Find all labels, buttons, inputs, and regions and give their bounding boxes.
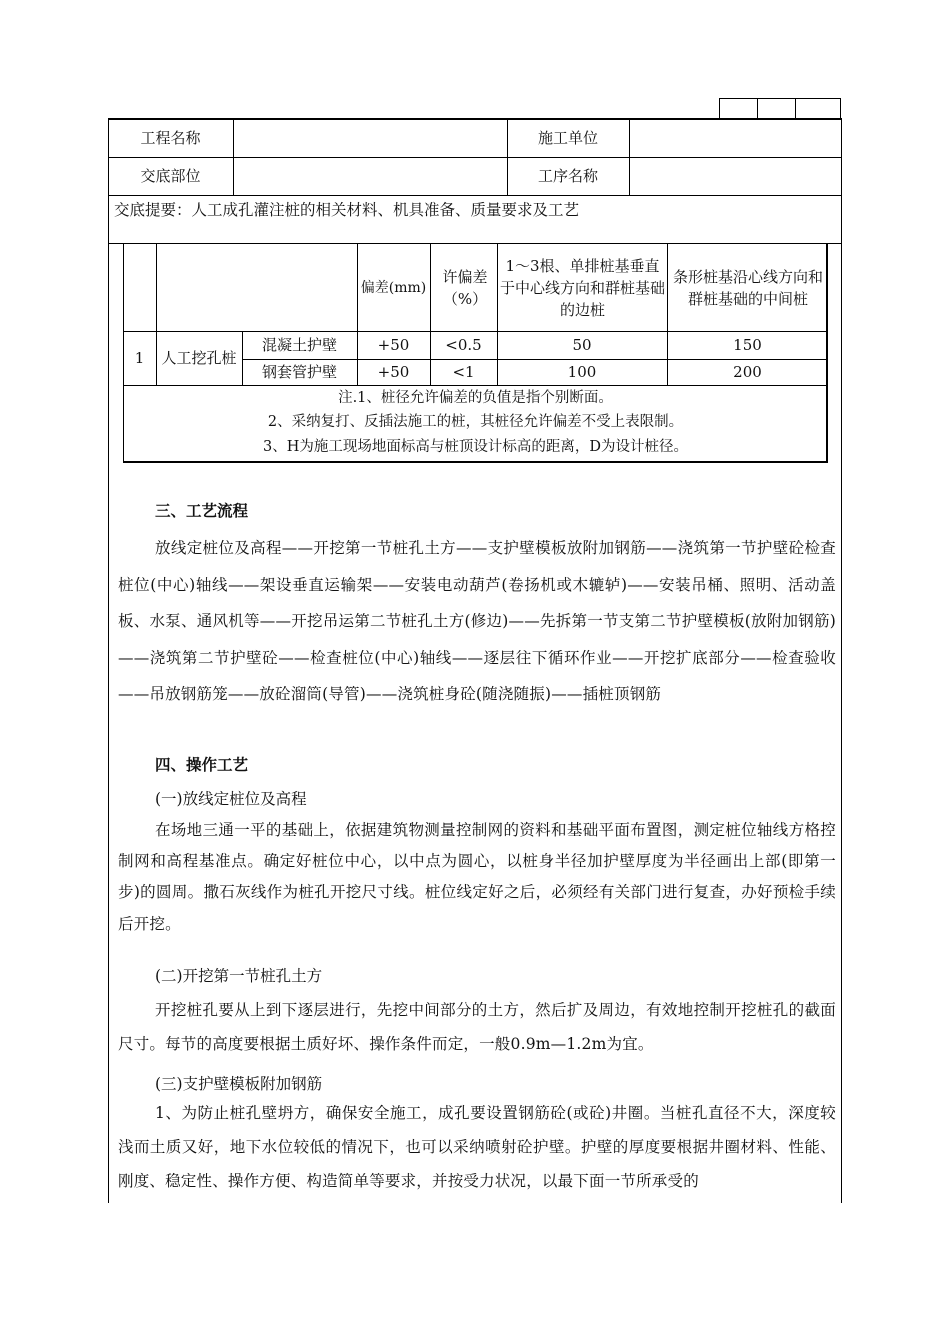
section4-title: 四、操作工艺	[155, 756, 249, 774]
handover-part-value	[233, 157, 507, 195]
process-name-label: 工序名称	[537, 167, 598, 185]
row1-deviation: +50	[377, 336, 410, 354]
sub3-text: 1、为防止桩孔壁坍方，确保安全施工，成孔要设置钢筋砼(或砼)井圈。当桩孔直径不大，深度较浅而土质又好，地下水位较低的情况下，也可以采纳喷射砼护壁。护壁的厚度要根据井圈材料、性能、刚度、稳定性、操作方便、构造简单等要求，并按受力状况，以最下面一节所承受的	[118, 1104, 836, 1190]
header-edge-piles: 1～3根、单排桩基垂直于中心线方向和群桩基础的边桩	[499, 256, 665, 319]
construction-unit-value	[629, 119, 842, 157]
construction-unit-label: 施工单位	[537, 129, 598, 147]
project-name-value	[233, 119, 507, 157]
header-middle-piles: 条形桩基沿心线方向和群桩基础的中间桩	[672, 267, 823, 308]
section3-text: 放线定桩位及高程——开挖第一节桩孔土方——支护壁模板放附加钢筋——浇筑第一节护壁砼检查桩位(中心)轴线——架设垂直运输架——安装电动葫芦(卷扬机或木辘轳)——安装吊桶、照明、活动盖板、水泵、通风机等——开挖吊运第二节桩孔土方(修边)——先拆第一节支第二节护壁模板(放附加钢筋)——浇筑第二节护壁砼——检查桩位(中心)轴线——逐层往下循环作业——开挖扩底部分——检查验收——吊放钢筋笼——放砼溜筒(导管)——浇筑桩身砼(随浇随振)——插桩顶钢筋	[118, 539, 836, 703]
table-note-2: 2、采纳复打、反插法施工的桩，其桩径允许偏差不受上表限制。	[267, 414, 684, 430]
row2-name: 钢套管护壁	[261, 363, 337, 381]
table-note-3: 3、H为施工现场地面标高与桩顶设计标高的距离，D为设计桩径。	[263, 439, 688, 455]
section3-title: 三、工艺流程	[155, 502, 249, 520]
row2-edge: 100	[567, 363, 597, 381]
table-note-1: 注.1、桩径允许偏差的负值是指个别断面。	[338, 390, 613, 406]
row1-middle: 150	[733, 336, 762, 354]
handover-part-label: 交底部位	[140, 167, 201, 185]
header-allow-deviation: 许偏差（%）	[442, 267, 488, 308]
sub2-text: 开挖桩孔要从上到下逐层进行，先挖中间部分的土方，然后扩及周边，有效地控制开挖桩孔的截面尺寸。每节的高度要根据土质好坏、操作条件而定，一般0.9m—1.2m为宜。	[118, 1001, 836, 1053]
header-deviation: 偏差(mm)	[360, 279, 427, 296]
row1-edge: 50	[572, 336, 592, 354]
row1-percent: <0.5	[445, 336, 482, 354]
page-number-boxes	[719, 98, 841, 119]
row2-middle: 200	[733, 363, 762, 381]
row1-name: 混凝土护壁	[261, 336, 337, 354]
sub2-title: (二)开挖第一节桩孔土方	[155, 967, 323, 985]
sub3-title: (三)支护壁模板附加钢筋	[155, 1075, 323, 1093]
sub1-title: (一)放线定桩位及高程	[155, 790, 307, 808]
sub1-text: 在场地三通一平的基础上，依据建筑物测量控制网的资料和基础平面布置图，测定桩位轴线方格控制网和高程基准点。确定好桩位中心，以中点为圆心，以桩身半径加护壁厚度为半径画出上部(即第一步)的圆周。撒石灰线作为桩孔开挖尺寸线。桩位线定好之后，必须经有关部门进行复查，办好预检手续后开挖。	[118, 821, 836, 933]
row2-percent: <1	[452, 363, 475, 381]
row2-deviation: +50	[377, 363, 410, 381]
row-number: 1	[134, 349, 145, 367]
project-name-label: 工程名称	[140, 129, 201, 147]
handover-summary: 交底提要：人工成孔灌注桩的相关材料、机具准备、质量要求及工艺	[114, 201, 580, 219]
process-name-value	[629, 157, 842, 195]
row-pile-type: 人工挖孔桩	[161, 349, 237, 367]
